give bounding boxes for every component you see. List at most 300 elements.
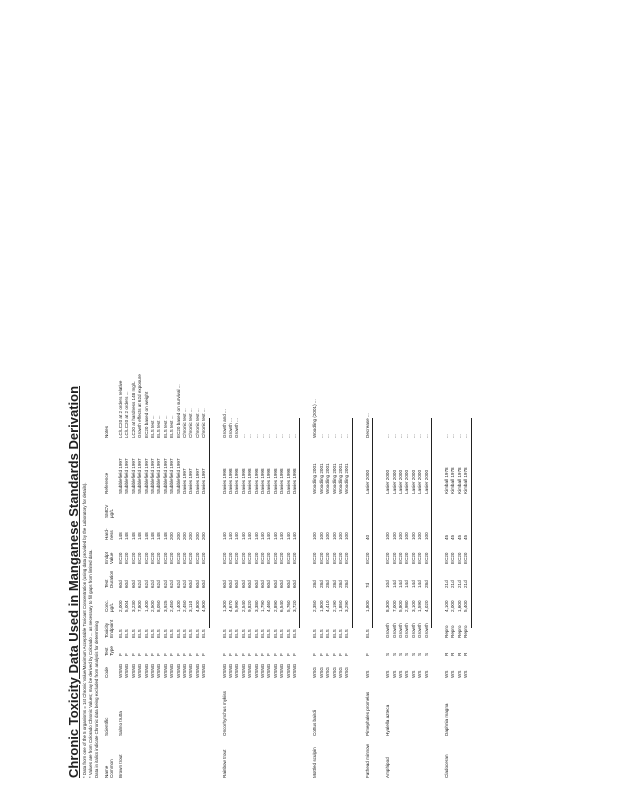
table-cell: F xyxy=(338,653,343,656)
table-cell: Amphipod xyxy=(385,757,391,778)
table-cell: F xyxy=(240,653,246,656)
table-cell: 5,990 xyxy=(234,600,240,612)
table-cell: ELS test ... xyxy=(162,415,168,438)
table-cell: WS xyxy=(423,670,429,678)
table-cell: ELS xyxy=(318,629,324,638)
table-cell: Chronic test ... xyxy=(201,408,207,438)
table-cell: ELS xyxy=(272,629,278,638)
table-cell: 28d xyxy=(338,580,343,588)
table-cell: Kimball 1978 xyxy=(444,467,449,494)
table-cell: EC20 xyxy=(391,552,397,564)
table-cell: 14d xyxy=(391,580,397,588)
table-cell: 3,110 xyxy=(188,600,194,612)
table-cell: 28d xyxy=(325,580,331,588)
table-cell: 5,800 xyxy=(398,600,403,612)
table-cell: EC20 xyxy=(162,552,168,564)
table-cell: 60d xyxy=(266,580,272,588)
header-notes: Notes xyxy=(104,425,109,438)
table-cell: ... xyxy=(240,434,246,438)
table-cell: 2,450 xyxy=(169,600,175,612)
table-cell: Davies 1998 xyxy=(292,468,297,494)
table-cell: 3,925 xyxy=(162,600,168,612)
table-cell: Lasier 2000 xyxy=(364,469,370,494)
header-smcv: SMCV µg/L xyxy=(104,504,115,518)
table-cell: 148 xyxy=(143,532,149,540)
table-cell: 7,800 xyxy=(137,600,143,612)
table-cell: 10d xyxy=(385,580,391,588)
table-cell: Cladoceran xyxy=(444,754,449,778)
table-cell: 1,800 xyxy=(364,600,370,612)
table-cell: ELS xyxy=(150,629,155,638)
table-cell: 148 xyxy=(156,532,162,540)
table-cell: Repro xyxy=(456,625,462,638)
table-cell: F xyxy=(182,653,187,656)
table-cell: 45 xyxy=(463,534,469,540)
table-cell: 28d xyxy=(423,580,429,588)
table-cell: F xyxy=(234,653,240,656)
table-cell: F xyxy=(188,653,194,656)
section-divider xyxy=(431,418,432,628)
table-cell: WSNG xyxy=(182,663,187,678)
table-cell: Growth xyxy=(385,623,391,638)
table-cell: 1,590 xyxy=(417,600,423,612)
table-cell: 62d xyxy=(175,580,181,588)
table-cell: EC20 xyxy=(253,552,259,564)
table-cell: WS xyxy=(385,670,391,678)
table-cell: WSNG xyxy=(266,663,272,678)
table-cell: 28d xyxy=(312,580,318,588)
table-cell: ELS xyxy=(279,629,285,638)
table-cell: ELS xyxy=(130,629,136,638)
table-cell: Stubblefield 1997 xyxy=(124,458,130,494)
table-cell: 60d xyxy=(188,580,194,588)
table-cell: 148 xyxy=(137,532,143,540)
table-cell: 60d xyxy=(272,580,278,588)
table-cell: Chronic test ... xyxy=(188,408,194,438)
table-cell: S xyxy=(398,652,403,656)
table-cell: EC20 xyxy=(182,552,187,564)
table-cell: Mottled sculpin xyxy=(312,747,318,778)
table-cell: 60d xyxy=(247,580,253,588)
table-cell: WS xyxy=(410,670,416,678)
table-cell: 60d xyxy=(221,580,227,588)
table-cell: 140 xyxy=(247,532,253,540)
table-cell: Cottus bairdi xyxy=(312,710,318,736)
table-cell: ... xyxy=(272,434,278,438)
table-cell: LC20 at hardness 148 mg/L xyxy=(130,381,136,438)
table-cell: Stubblefield 1997 xyxy=(143,458,149,494)
table-cell: 62d xyxy=(156,580,162,588)
table-cell: Davies 1998 xyxy=(266,468,272,494)
table-cell: WSG xyxy=(331,667,337,678)
table-cell: EC20 xyxy=(118,552,123,564)
table-cell: EC20 xyxy=(318,552,324,564)
table-cell: Stubblefield 1997 xyxy=(156,458,162,494)
table-cell: 60d xyxy=(228,580,233,588)
table-cell: ELS xyxy=(285,629,291,638)
table-cell: 62d xyxy=(137,580,143,588)
table-cell: EC20 xyxy=(201,552,207,564)
table-cell: Decrease ... xyxy=(364,413,370,438)
table-cell: Woodling 2001 xyxy=(325,463,331,494)
table-cell: S xyxy=(391,652,397,656)
table-cell: EC20 based on survival ... xyxy=(175,384,181,438)
table-cell: Growth effects at 62d exposure xyxy=(137,374,143,438)
table-cell: 60d xyxy=(201,580,207,588)
table-cell: 100 xyxy=(423,532,429,540)
table-cell: WSNG xyxy=(162,663,168,678)
table-cell: ... xyxy=(338,434,343,438)
table-cell: ... xyxy=(391,434,397,438)
table-cell: EC20 xyxy=(156,552,162,564)
table-cell: 9,820 xyxy=(247,600,253,612)
table-cell: 200 xyxy=(175,532,181,540)
table-cell: 14d xyxy=(417,580,423,588)
table-cell: Chronic test ... xyxy=(182,408,187,438)
table-cell: 148 xyxy=(150,532,155,540)
table-cell: Stubblefield 1997 xyxy=(150,458,155,494)
table-cell: 2,890 xyxy=(272,600,278,612)
table-cell: ... xyxy=(344,434,350,438)
table-cell: WSNG xyxy=(156,663,162,678)
table-cell: 60d xyxy=(292,580,297,588)
table-cell: 148 xyxy=(124,532,130,540)
table-cell: EC20 xyxy=(240,552,246,564)
table-cell: ELS xyxy=(162,629,168,638)
table-cell: ELS xyxy=(338,629,343,638)
table-cell: Growth xyxy=(391,623,397,638)
table-cell: EC20 xyxy=(247,552,253,564)
table-cell: Woodling 2001 xyxy=(318,463,324,494)
table-cell: F xyxy=(194,653,200,656)
table-cell: Woodling 2001 xyxy=(331,463,337,494)
table-cell: 2,000 xyxy=(450,600,456,612)
table-cell: 60d xyxy=(124,580,130,588)
table-cell: ELS xyxy=(156,629,162,638)
table-cell: 1,600 xyxy=(456,600,462,612)
table-cell: 3,290 xyxy=(344,600,350,612)
table-cell: F xyxy=(162,653,168,656)
table-cell: WSNG xyxy=(221,663,227,678)
table-cell: WSNG xyxy=(118,663,123,678)
table-cell: WSNG xyxy=(234,663,240,678)
table-cell: EC20 xyxy=(364,552,370,564)
table-cell: EC20 xyxy=(260,552,265,564)
table-cell: 2,350 xyxy=(312,600,318,612)
table-cell: LC/LC20 at 2 orders ... xyxy=(124,391,130,438)
table-cell: EC20 xyxy=(344,552,350,564)
table-cell: F xyxy=(318,653,324,656)
table-cell: 140 xyxy=(260,532,265,540)
table-cell: EC20 xyxy=(150,552,155,564)
table-cell: WS xyxy=(391,670,397,678)
table-cell: Woodling 2001 xyxy=(312,463,318,494)
table-cell: WSNG xyxy=(169,663,175,678)
table-cell: ... xyxy=(253,434,259,438)
table-cell: F xyxy=(272,653,278,656)
table-cell: S xyxy=(417,652,423,656)
table-cell: 45 xyxy=(456,534,462,540)
table-cell: ELS xyxy=(228,629,233,638)
table-cell: ELS xyxy=(188,629,194,638)
table-cell: WSG xyxy=(338,667,343,678)
table-cell: Lasier 2000 xyxy=(410,469,416,494)
table-cell: ELS xyxy=(182,629,187,638)
table-cell: ... xyxy=(450,434,456,438)
table-cell: WSNG xyxy=(150,663,155,678)
table-cell: 62d xyxy=(150,580,155,588)
table-cell: EC20 xyxy=(325,552,331,564)
table-cell: 5,004 xyxy=(124,600,130,612)
table-cell: 100 xyxy=(417,532,423,540)
table-cell: S xyxy=(404,652,410,656)
table-cell: ELS xyxy=(234,629,240,638)
table-cell: 14d xyxy=(404,580,410,588)
table-cell: Davies 1998 xyxy=(221,468,227,494)
table-cell: Davies 1998 xyxy=(228,468,233,494)
table-cell: 3,230 xyxy=(130,600,136,612)
table-cell: EC20 xyxy=(188,552,194,564)
table-cell: ... xyxy=(325,434,331,438)
table-cell: Growth and ... xyxy=(221,409,227,438)
table-cell: 5,760 xyxy=(285,600,291,612)
table-cell: 21d xyxy=(456,580,462,588)
table-cell: 140 xyxy=(253,532,259,540)
table-cell: ELS test ... xyxy=(156,415,162,438)
table-cell: 4,900 xyxy=(201,600,207,612)
table-cell: EC20 xyxy=(410,552,416,564)
header-conc: Conc. µg/L xyxy=(104,599,115,612)
table-cell: EC20 xyxy=(234,552,240,564)
table-cell: 21d xyxy=(450,580,456,588)
footnote-1: * Data from one of the 5 organisms = 1st Chronic Value/Maximum Acceptable Toxicant Concentration (using data provided by the Laboratory for details). xyxy=(82,482,87,778)
table-cell: 8,300 xyxy=(385,600,391,612)
table-cell: Lasier 2000 xyxy=(404,469,410,494)
table-cell: 200 xyxy=(194,532,200,540)
table-cell: ELS xyxy=(364,629,370,638)
table-cell: F xyxy=(169,653,175,656)
table-cell: EC20 xyxy=(398,552,403,564)
table-cell: 7,000 xyxy=(391,600,397,612)
table-cell: 3,380 xyxy=(253,600,259,612)
table-cell: 140 xyxy=(285,532,291,540)
table-cell: 100 xyxy=(331,532,337,540)
section-divider xyxy=(209,418,210,628)
table-cell: ELS xyxy=(312,629,318,638)
table-cell: 8,050 xyxy=(156,600,162,612)
table-cell: Davies 1998 xyxy=(247,468,253,494)
table-cell: F xyxy=(344,653,350,656)
table-cell: WSNG xyxy=(260,663,265,678)
table-cell: 200 xyxy=(182,532,187,540)
table-cell: WSNG xyxy=(279,663,285,678)
table-cell: Oncorhynchus mykiss xyxy=(221,691,227,736)
table-cell: 60d xyxy=(240,580,246,588)
table-cell: Lasier 2000 xyxy=(423,469,429,494)
table-cell: R xyxy=(463,652,469,656)
table-cell: F xyxy=(292,653,297,656)
table-cell: F xyxy=(137,653,143,656)
table-cell: WS xyxy=(364,670,370,678)
table-cell: ELS xyxy=(253,629,259,638)
section-divider xyxy=(471,418,472,628)
table-cell: F xyxy=(260,653,265,656)
table-cell: 60d xyxy=(253,580,259,588)
table-cell: R xyxy=(444,652,449,656)
table-cell: 1,400 xyxy=(175,600,181,612)
table-cell: 2,980 xyxy=(404,600,410,612)
table-cell: Growth ... xyxy=(228,418,233,438)
table-cell: F xyxy=(253,653,259,656)
table-cell: 140 xyxy=(221,532,227,540)
table-cell: 14d xyxy=(410,580,416,588)
table-cell: WSNG xyxy=(124,663,130,678)
table-cell: ... xyxy=(260,434,265,438)
table-cell: Kimball 1978 xyxy=(463,467,469,494)
table-cell: Chronic test ... xyxy=(194,408,200,438)
table-cell: EC20 xyxy=(423,552,429,564)
table-cell: Repro xyxy=(463,625,469,638)
header-hardness: Hard- ness xyxy=(104,528,115,540)
table-cell: EC20 xyxy=(137,552,143,564)
table-cell: Growth xyxy=(398,623,403,638)
table-cell: 2,190 xyxy=(331,600,337,612)
table-cell: 100 xyxy=(391,532,397,540)
table-cell: Woodling 2001 xyxy=(338,463,343,494)
table-cell: 4,020 xyxy=(423,600,429,612)
table-cell: F xyxy=(118,653,123,656)
table-cell: Stubblefield 1997 xyxy=(137,458,143,494)
table-cell: ... xyxy=(423,434,429,438)
table-cell: WSG xyxy=(344,667,350,678)
table-cell: Woodling (2001) ... xyxy=(312,399,318,438)
table-cell: EC20 xyxy=(221,552,227,564)
table-cell: WS xyxy=(450,670,456,678)
table-cell: ELS test ... xyxy=(150,415,155,438)
table-cell: F xyxy=(156,653,162,656)
table-cell: LC/LC20 at 2 orders relative xyxy=(118,380,123,438)
table-cell: Davies 1998 xyxy=(234,468,240,494)
table-cell: S xyxy=(385,652,391,656)
table-cell: Stubblefield 1997 xyxy=(130,458,136,494)
table-cell: EC20 xyxy=(444,552,449,564)
table-cell: 100 xyxy=(325,532,331,540)
table-cell: WSG xyxy=(312,667,318,678)
table-cell: 140 xyxy=(272,532,278,540)
table-cell: F xyxy=(247,653,253,656)
table-cell: 100 xyxy=(404,532,410,540)
table-cell: Brown trout xyxy=(118,754,123,778)
table-cell: WSG xyxy=(318,667,324,678)
table-cell: Davies 1998 xyxy=(272,468,278,494)
table-cell: 140 xyxy=(279,532,285,540)
table-cell: Kimball 1978 xyxy=(450,467,456,494)
page-title: Chronic Toxicity Data Used in Manganese Standards Derivation xyxy=(66,385,81,778)
table-cell: Repro xyxy=(450,625,456,638)
table-cell: 148 xyxy=(118,532,123,540)
table-cell: 21d xyxy=(463,580,469,588)
table-cell: EC20 xyxy=(143,552,149,564)
table-cell: Davies 1998 xyxy=(240,468,246,494)
table-cell: 60d xyxy=(260,580,265,588)
table-cell: 1,800 xyxy=(318,600,324,612)
table-cell: 62d xyxy=(182,580,187,588)
table-cell: F xyxy=(266,653,272,656)
table-cell: EC20 xyxy=(331,552,337,564)
table-cell: F xyxy=(201,653,207,656)
table-cell: WSNG xyxy=(240,663,246,678)
table-cell: F xyxy=(175,653,181,656)
table-cell: 40 xyxy=(364,534,370,540)
table-cell: Fathead minnow xyxy=(364,744,370,778)
table-cell: Growth ... xyxy=(234,418,240,438)
table-cell: 60d xyxy=(285,580,291,588)
table-cell: 140 xyxy=(228,532,233,540)
table-cell: EC20 xyxy=(175,552,181,564)
table-cell: 62d xyxy=(169,580,175,588)
table-cell: WS xyxy=(456,670,462,678)
table-cell: ... xyxy=(398,434,403,438)
table-cell: F xyxy=(312,653,318,656)
table-cell: Daphnia magna xyxy=(444,703,449,736)
table-cell: EC20 xyxy=(338,552,343,564)
table-cell: 60d xyxy=(118,580,123,588)
table-cell: Rainbow trout xyxy=(221,749,227,778)
table-cell: WSNG xyxy=(292,663,297,678)
table-cell: 140 xyxy=(292,532,297,540)
table-cell: ELS xyxy=(169,629,175,638)
table-cell: Davies 1998 xyxy=(260,468,265,494)
table-cell: ELS xyxy=(137,629,143,638)
table-cell: EC20 xyxy=(404,552,410,564)
table-cell: ELS xyxy=(331,629,337,638)
table-cell: S xyxy=(423,652,429,656)
table-cell: EC20 xyxy=(272,552,278,564)
header-ref: Reference xyxy=(104,472,109,494)
table-cell: ... xyxy=(247,434,253,438)
table-cell: Growth xyxy=(423,623,429,638)
table-cell: 2,500 xyxy=(150,600,155,612)
table-cell: EC20 xyxy=(463,552,469,564)
table-cell: ... xyxy=(285,434,291,438)
table-cell: Growth xyxy=(410,623,416,638)
table-cell: ELS xyxy=(247,629,253,638)
table-cell: EC20 xyxy=(279,552,285,564)
section-divider xyxy=(372,418,373,628)
table-cell: 28d xyxy=(331,580,337,588)
table-cell: 4,670 xyxy=(228,600,233,612)
table-cell: WSNG xyxy=(201,663,207,678)
table-cell: WS xyxy=(463,670,469,678)
header-code: Code xyxy=(104,667,109,678)
table-cell: Lasier 2000 xyxy=(417,469,423,494)
table-cell: 100 xyxy=(398,532,403,540)
table-cell: F xyxy=(285,653,291,656)
table-cell: WSG xyxy=(325,667,331,678)
table-cell: F xyxy=(364,653,370,656)
table-cell: EC20 based on weight xyxy=(143,391,149,438)
table-cell: ELS xyxy=(124,629,130,638)
section-divider xyxy=(299,418,300,628)
table-cell: F xyxy=(279,653,285,656)
table-cell: WSNG xyxy=(137,663,143,678)
table-cell: F xyxy=(150,653,155,656)
table-cell: 2,000 xyxy=(118,600,123,612)
table-cell: ELS xyxy=(344,629,350,638)
table-cell: 60d xyxy=(234,580,240,588)
table-cell: Salmo trutta xyxy=(118,711,123,736)
header-species: Name Common xyxy=(104,759,115,778)
